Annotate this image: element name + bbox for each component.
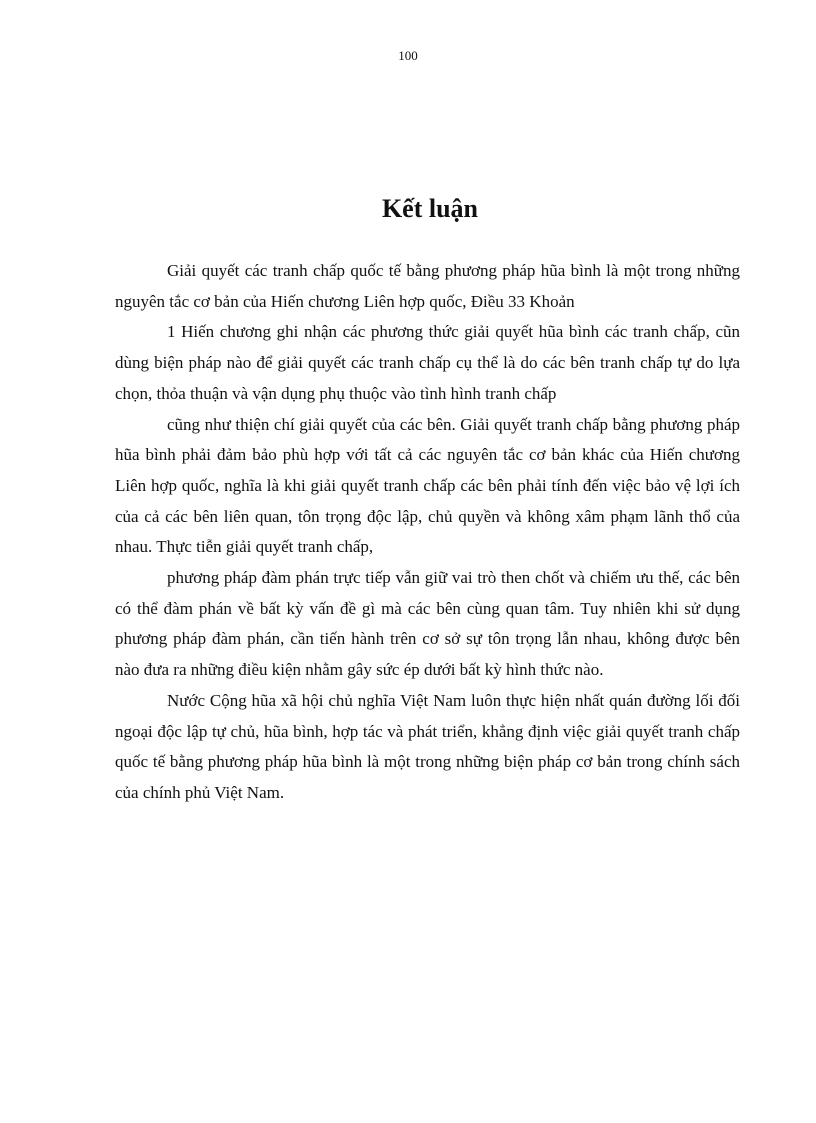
paragraph-4: phương pháp đàm phán trực tiếp vẫn giữ vai trò then chốt và chiếm ưu thế, các bên có thể đàm phán về bất kỳ vấn đề gì mà các bên cùng quan tâm. Tuy nhiên khi sử dụng phương pháp đàm phán, cần tiến hành trên cơ sở sự tôn trọng lẫn nhau, không được bên nào đưa ra những điều kiện nhằm gây sức ép dưới bất kỳ hình thức nào.: [115, 568, 740, 680]
page-number: 100: [398, 48, 418, 63]
paragraph-1: Giải quyết các tranh chấp quốc tế bằng phương pháp hũa bình là một trong những nguyên tắc cơ bản của Hiến chương Liên hợp quốc, Điều 33 Khoản: [115, 261, 740, 311]
page-title: Kết luận: [381, 194, 479, 223]
paragraph-5: Nước Cộng hũa xã hội chủ nghĩa Việt Nam luôn thực hiện nhất quán đường lối đối ngoại độc lập tự chủ, hũa bình, hợp tác và phát triển, khẳng định việc giải quyết tranh chấp quốc tế bằng phương pháp hũa bình là một trong những biện pháp cơ bản trong chính sách của chính phủ Việt Nam.: [115, 690, 740, 802]
paragraph-2: 1 Hiến chương ghi nhận các phương thức giải quyết hũa bình các tranh chấp, cũn dùng biện pháp nào để giải quyết các tranh chấp cụ thể là do các bên tranh chấp tự do lựa chọn, thỏa thuận và vận dụng phụ thuộc vào tình hình tranh chấp: [115, 322, 740, 403]
paragraph-3: cũng như thiện chí giải quyết của các bên. Giải quyết tranh chấp bằng phương pháp hũa bình phải đảm bảo phù hợp với tất cả các nguyên tắc cơ bản khác của Hiến chương Liên hợp quốc, nghĩa là khi giải quyết tranh chấp các bên phải tính đến việc bảo vệ lợi ích của cả các bên liên quan, tôn trọng độc lập, chủ quyền và không xâm phạm lãnh thổ của nhau. Thực tiễn giải quyết tranh chấp,: [115, 414, 740, 557]
body-text: [115, 256, 740, 809]
